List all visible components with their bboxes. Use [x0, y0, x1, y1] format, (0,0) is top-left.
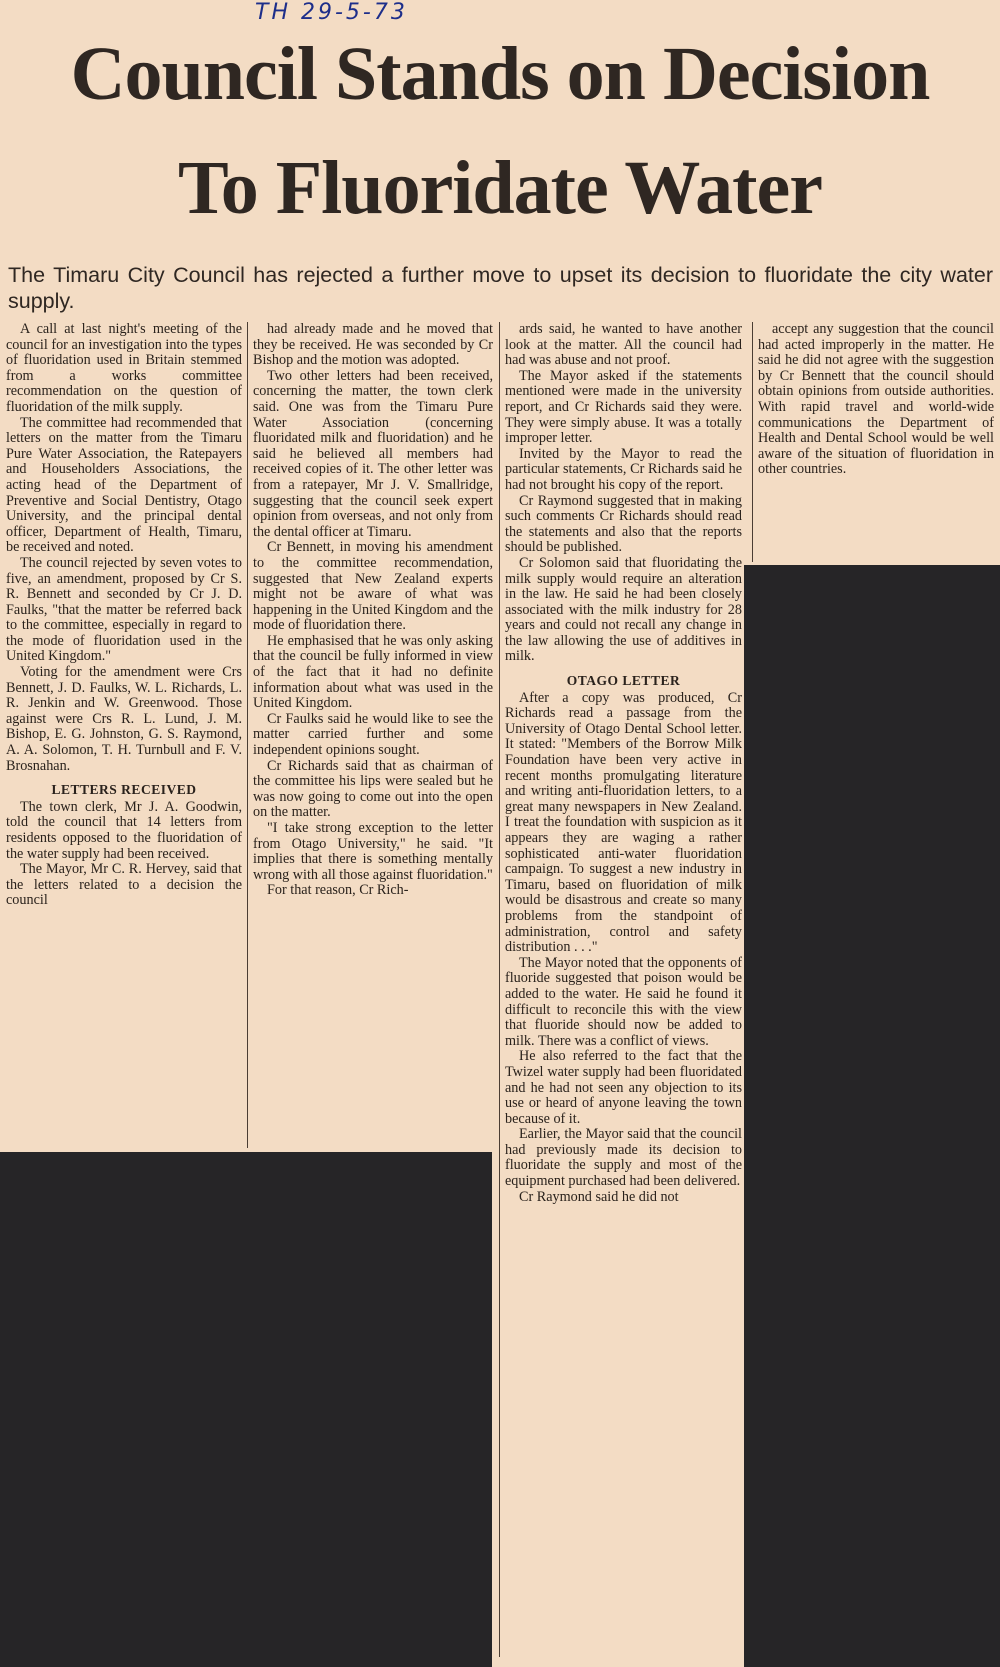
- paragraph: For that reason, Cr Rich-: [267, 882, 409, 899]
- paragraph: The council rejected by seven votes to five, an amendment, proposed by Cr S. R. Bennett and seconded by Cr J. D. Faulks, "that the matter be referred back to the committee, especially in regard to the mode of fluoridation used in the United Kingdom.": [6, 554, 242, 665]
- paragraph: ards said, he wanted to have another look at the matter. All the council had had was abuse and not proof.: [505, 321, 742, 369]
- paragraph: A call at last night's meeting of the council for an investigation into the types of fluoridation used in Britain stemmed from a works committee recommendation on the question of fluoridation of the milk supply.: [6, 321, 242, 415]
- paragraph: Cr Raymond said he did not: [519, 1188, 679, 1205]
- subheading: LETTERS RECEIVED: [51, 782, 197, 798]
- article-column-4: [758, 322, 994, 478]
- subheading: OTAGO LETTER: [566, 673, 681, 689]
- paragraph: had already made and he moved that they be received. He was seconded by Cr Bishop and the motion was adopted.: [253, 321, 493, 369]
- paragraph: The Mayor noted that the opponents of fluoride suggested that poison would be added to the water. He said he found it difficult to reconcile this with the view that fluoride should now be added to milk. There was a conflict of views.: [505, 954, 742, 1049]
- paragraph: After a copy was produced, Cr Richards read a passage from the University of Otago Dental School letter. It stated: "Members of the Borrow Milk Foundation have been very active in recent months promulgating literature and writing anti-fluoridation letters, to a great many newspapers in New Zealand. I treat the foundation with suspicion as it appears they are waging a rather sophisticated anti-water fluoridation campaign. To suggest a new industry in Timaru, based on fluoridation of milk would be disastrous and create so many problems from the standpoint of administration, control and safety distribution . . .": [505, 689, 742, 956]
- paragraph: He emphasised that he was only asking that the council be fully informed in view of the fact that it had no definite information about what was used in the United Kingdom.: [253, 632, 493, 712]
- paragraph: Earlier, the Mayor said that the council had previously made its decision to fluoridate the supply and most of the equipment purchased had been delivered.: [505, 1126, 742, 1190]
- paragraph: Cr Richards said that as chairman of the committee his lips were sealed but he was now going to come out into the open on the matter.: [253, 757, 493, 821]
- article-column-3: [505, 322, 742, 1205]
- column-rule: [752, 322, 753, 562]
- paragraph: accept any suggestion that the council had acted improperly in the matter. He said he did not agree with the suggestion by Cr Bennett that the council should obtain opinions from outside authorities. With rapid travel and world-wide communications the Department of Health and Dental School would be well aware of the situation of fluoridation in other countries.: [758, 321, 994, 478]
- paragraph: Cr Solomon said that fluoridating the milk supply would require an alteration in the law. He said he had been closely associated with the milk industry for 28 years and could not recall any change in the law allowing the use of additives in milk.: [505, 554, 742, 665]
- column-rule: [499, 322, 500, 1657]
- headline-line-2: To Fluoridate Water: [178, 146, 822, 230]
- paragraph: Cr Faulks said he would like to see the matter carried further and some independent opinions sought.: [253, 710, 493, 759]
- standfirst: The Timaru City Council has rejected a further move to upset its decision to fluoridate the city water supply.: [8, 263, 993, 313]
- article-column-1: [6, 322, 242, 909]
- column-rule: [247, 322, 248, 1148]
- paragraph: Voting for the amendment were Crs Bennett, J. D. Faulks, W. L. Richards, L. R. Jenkin and W. Greenwood. Those against were Crs R. L. Lund, J. M. Bishop, E. G. Johnston, G. S. Raymond, A. A. Solomon, T. H. Turnbull and F. V. Brosnahan.: [6, 664, 242, 774]
- article-column-2: [253, 322, 493, 899]
- paragraph: The Mayor asked if the statements mentioned were made in the university report, and Cr Richards said they were. They were simply abuse. It was a totally improper letter.: [505, 367, 742, 447]
- paragraph: Cr Raymond suggested that in making such comments Cr Richards should read the statements and also that the reports should be published.: [505, 492, 742, 556]
- paragraph: The town clerk, Mr J. A. Goodwin, told the council that 14 letters from residents opposed to the fluoridation of the water supply had been received.: [6, 798, 242, 862]
- paragraph: Two other letters had been received, concerning the matter, the town clerk said. One was from the Timaru Pure Water Association (concerning fluoridated milk and fluoridation) and he said he believed all members had received copies of it. The other letter was from a ratepayer, Mr J. V. Smallridge, suggesting that the council seek expert opinion from overseas, and not only from the dental officer at Timaru.: [253, 367, 493, 540]
- paragraph: The committee had recommended that letters on the matter from the Timaru Pure Water Association, the Ratepayers and Householders Associations, the acting head of the Department of Preventive and Social Dentistry, Otago University, and the principal dental officer, Department of Health, Timaru, be received and noted.: [6, 414, 242, 556]
- paragraph: Invited by the Mayor to read the particular statements, Cr Richards said he had not brought his copy of the report.: [505, 445, 742, 493]
- headline-line-1: Council Stands on Decision: [70, 32, 930, 116]
- paragraph: He also referred to the fact that the Twizel water supply had been fluoridated and he had not seen any objection to its use or heard of anyone leaving the town because of it.: [505, 1048, 742, 1127]
- paragraph: Cr Bennett, in moving his amendment to the committee recommendation, suggested that New Zealand experts might not be aware of what was happening in the United Kingdom and the mode of fluoridation there.: [253, 539, 493, 634]
- paragraph: The Mayor, Mr C. R. Hervey, said that the letters related to a decision the council: [6, 861, 242, 909]
- handwritten-date-note: TH 29-5-73: [255, 0, 408, 25]
- paragraph: "I take strong exception to the letter from Otago University," he said. "It implies that there is something mentally wrong with all those against fluoridation.": [253, 820, 493, 883]
